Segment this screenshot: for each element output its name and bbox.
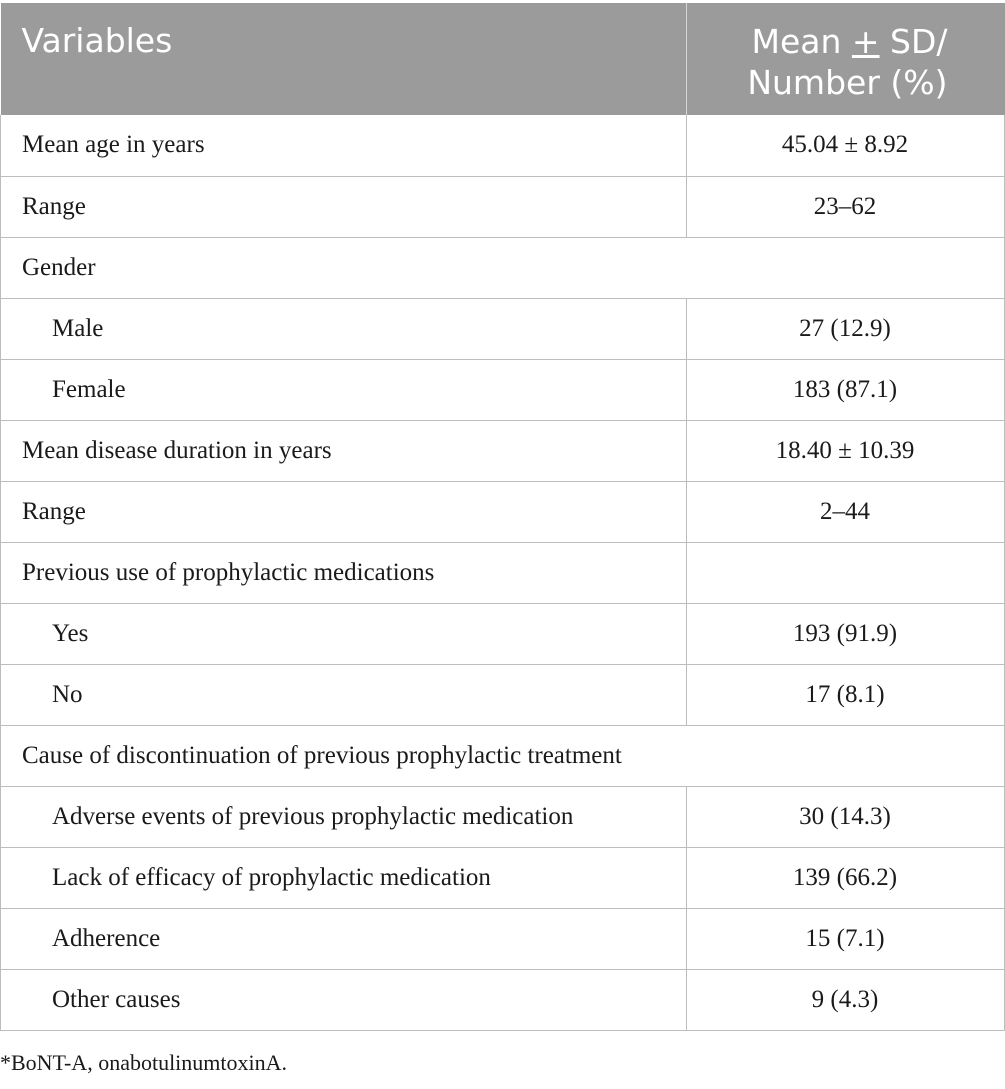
row-value: 15 (7.1) xyxy=(687,908,1005,969)
table-footnote: *BoNT-A, onabotulinumtoxinA. xyxy=(0,1050,288,1075)
table-row-section xyxy=(1,725,1005,786)
row-value: 2–44 xyxy=(687,481,1005,542)
row-label: Other causes xyxy=(1,969,687,1030)
table-row-section xyxy=(1,542,1005,603)
section-label: Previous use of prophylactic medications xyxy=(1,542,687,603)
row-label: Range xyxy=(1,481,687,542)
row-label: Mean disease duration in years xyxy=(1,420,687,481)
row-value: 193 (91.9) xyxy=(687,603,1005,664)
row-label: Range xyxy=(1,176,687,237)
table-row xyxy=(1,847,1005,908)
row-value: 27 (12.9) xyxy=(687,298,1005,359)
row-value: 183 (87.1) xyxy=(687,359,1005,420)
row-label: Male xyxy=(1,298,687,359)
row-label: No xyxy=(1,664,687,725)
table-row xyxy=(1,359,1005,420)
header-plus-minus: + xyxy=(851,22,880,61)
row-label: Mean age in years xyxy=(1,115,687,176)
section-label: Cause of discontinuation of previous prophylactic treatment xyxy=(1,725,1005,786)
section-label: Gender xyxy=(1,237,1005,298)
table-row xyxy=(1,115,1005,176)
header-variables: Variables xyxy=(1,3,687,115)
table-row xyxy=(1,603,1005,664)
row-value: 45.04 ± 8.92 xyxy=(687,115,1005,176)
row-value: 9 (4.3) xyxy=(687,969,1005,1030)
row-label: Adherence xyxy=(1,908,687,969)
table-row xyxy=(1,908,1005,969)
table-header-row xyxy=(1,3,1005,115)
header-mean-label: Mean xyxy=(751,22,852,61)
table-row xyxy=(1,176,1005,237)
row-label: Adverse events of previous prophylactic medication xyxy=(1,786,687,847)
header-sd-label: SD/ xyxy=(879,22,948,61)
row-value: 139 (66.2) xyxy=(687,847,1005,908)
table-row xyxy=(1,481,1005,542)
row-value-empty xyxy=(687,542,1005,603)
row-value: 18.40 ± 10.39 xyxy=(687,420,1005,481)
row-value: 23–62 xyxy=(687,176,1005,237)
header-number-label: Number (%) xyxy=(747,63,948,102)
row-value: 30 (14.3) xyxy=(687,786,1005,847)
row-label: Yes xyxy=(1,603,687,664)
demographics-table xyxy=(0,3,1005,1031)
table-row xyxy=(1,298,1005,359)
table-row xyxy=(1,664,1005,725)
row-value: 17 (8.1) xyxy=(687,664,1005,725)
table-row-section xyxy=(1,237,1005,298)
row-label: Female xyxy=(1,359,687,420)
table-row xyxy=(1,420,1005,481)
row-label: Lack of efficacy of prophylactic medication xyxy=(1,847,687,908)
header-mean-sd-number xyxy=(687,3,1005,115)
table-row xyxy=(1,786,1005,847)
table-row xyxy=(1,969,1005,1030)
